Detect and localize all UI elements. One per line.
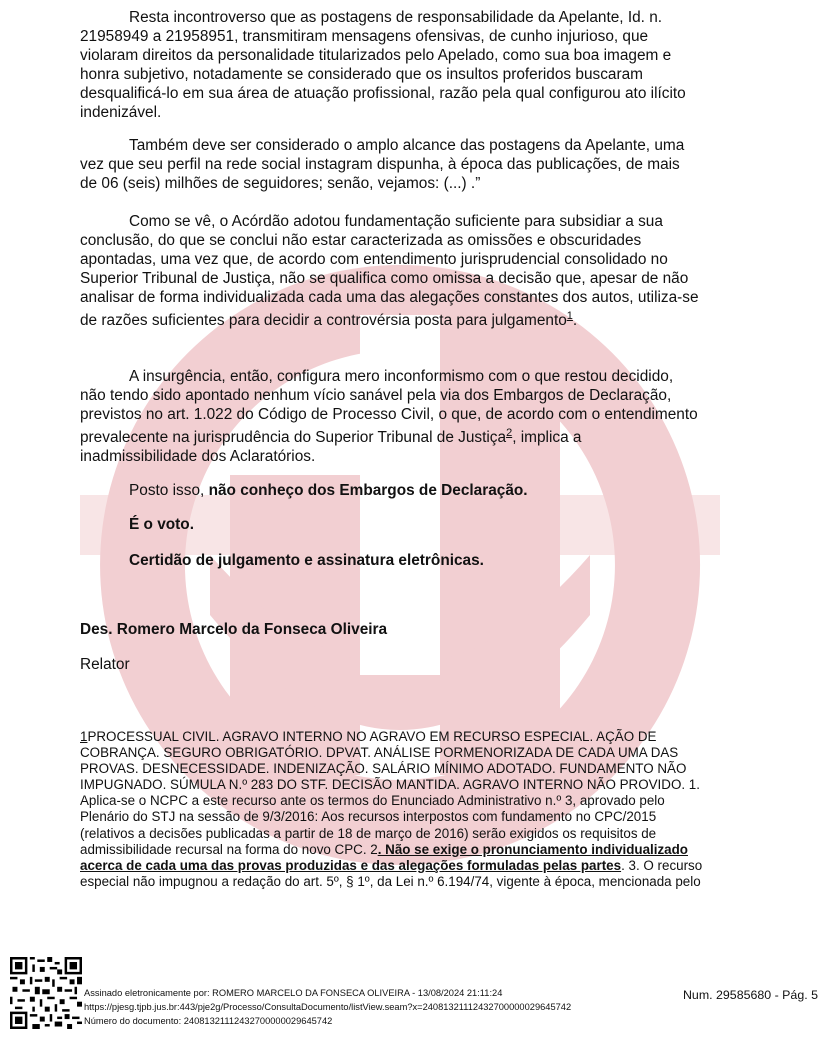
footnote-1	[80, 729, 705, 890]
decision-line	[129, 482, 528, 500]
decision-bold: não conheço dos Embargos de Declaração.	[208, 482, 528, 499]
stamp-url[interactable]: https://pjesg.tjpb.jus.br:443/pje2g/Processo/ConsultaDocumento/listView.seam?x=24081321112432700000029645742	[84, 1002, 572, 1012]
footnote-text-c: . 3. O recurso especial não impugnou a redação do art. 5º, § 1º, da Lei n.º 6.194/74, vigente à época, mencionada pelo	[80, 857, 703, 889]
paragraph-2: Também deve ser considerado o amplo alcance das postagens da Apelante, uma vez que seu perfil na rede social instagram dispunha, à época das publicações, de mais de 06 (seis) milhões de seguidores; senão, vejamos: (...) .”	[80, 137, 685, 192]
footnote-ref-2[interactable]: 2	[506, 427, 513, 439]
paragraph-1: Resta incontroverso que as postagens de responsabilidade da Apelante, Id. n. 21958949 a 21958951, transmitiram mensagens ofensivas, de cunho injurioso, que violaram direitos da personalidade titularizados pelo Apelado, como sua boa imagem e honra subjetivo, notadamente se considerado que os insultos proferidos buscaram desqualificá-lo em sua área de atuação profissional, razão pela qual configurou ato ilícito indenizável.	[80, 9, 686, 121]
judge-role: Relator	[80, 656, 130, 673]
stamp-document-number: Número do documento: 24081321112432700000029645742	[84, 1016, 333, 1026]
footnote-text-emphasis: . Não se exige o pronunciamento individualizado acerca de cada uma das provas produzidas e das alegações formuladas pelas partes	[80, 841, 688, 873]
decision-prefix: Posto isso,	[129, 482, 209, 499]
paragraph-4-end: , implica a inadmissibilidade dos Aclaratórios.	[80, 429, 582, 465]
footnote-text-a: PROCESSUAL CIVIL. AGRAVO INTERNO NO AGRAVO EM RECURSO ESPECIAL. AÇÃO DE COBRANÇA. SEGURO OBRIGATÓRIO. DPVAT. ANÁLISE PORMENORIZADA DE CADA UMA DAS PROVAS. DESNECESSIDADE. INDENIZAÇÃO. SALÁRIO MÍNIMO ADOTADO. FUNDAMENTO NÃO IMPUGNADO. SÚMULA N.º 283 DO STF. DECISÃO MANTIDA. AGRAVO INTERNO NÃO PROVIDO. 1. Aplica-se o NCPC a este recurso ante os termos do Enunciado Administrativo n.º 3, aprovado pelo Plenário do STJ na sessão de 9/3/2016: Aos recursos interpostos com fundamento no CPC/2015 (relativos a decisões publicadas a partir de 18 de março de 2016) serão exigidos os requisitos de admissibilidade recursal na forma do novo CPC. 2	[80, 729, 700, 857]
footnote-ref-1[interactable]: 1	[566, 310, 573, 322]
qr-code-icon[interactable]	[10, 957, 82, 1029]
footnote-number[interactable]: 1	[80, 729, 88, 744]
paragraph-3-end: .	[572, 312, 578, 329]
certidao-line: Certidão de julgamento e assinatura eletrônicas.	[129, 552, 484, 569]
stamp-signed-by: Assinado eletronicamente por: ROMERO MARCELO DA FONSECA OLIVEIRA - 13/08/2024 21:11:24	[84, 988, 503, 998]
vote-line: É o voto.	[129, 516, 194, 533]
electronic-signature-stamp	[84, 986, 571, 1028]
paragraph-3-text: Como se vê, o Acórdão adotou fundamentação suficiente para subsidiar a sua conclusão, do que se conclui não estar caracterizada as omissões e obscuridades apontadas, uma vez que, de acordo com entendimento jurisprudencial consolidado no Superior Tribunal de Justiça, não se qualifica como omissa a decisão que, apesar de não analisar de forma individualizada cada uma das alegações constantes dos autos, utiliza-se de razões suficientes para decidir a controvérsia posta para julgamento	[80, 213, 699, 329]
paragraph-3	[80, 212, 700, 330]
paragraph-4-text: A insurgência, então, configura mero inconformismo com o que restou decidido, não tendo sido apontado nenhum vício sanável pela via dos Embargos de Declaração, previstos no art. 1.022 do Código de Processo Civil, o que, de acordo com o entendimento prevalecente na jurisprudência do Superior Tribunal de Justiça	[80, 368, 698, 446]
paragraph-4	[80, 367, 700, 466]
judge-name: Des. Romero Marcelo da Fonseca Oliveira	[80, 621, 388, 638]
page-number: Num. 29585680 - Pág. 5	[682, 988, 818, 1002]
